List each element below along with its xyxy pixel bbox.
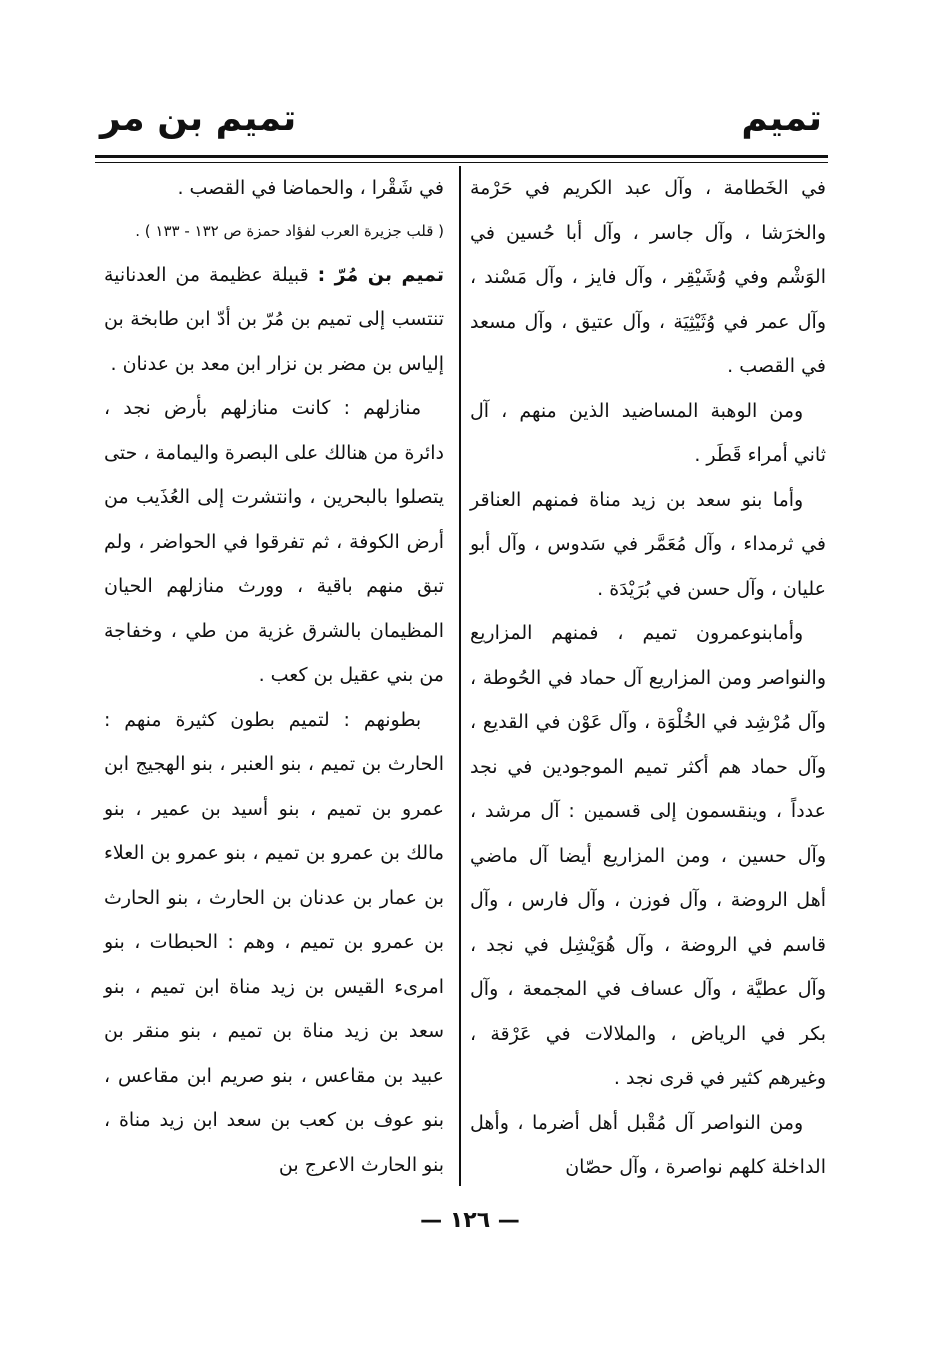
left-running-headword: تميم بن مر [100,98,297,139]
header-rule-thick [95,155,828,158]
entry-text: قبيلة عظيمة من العدنانية تنتسب إلى تميم بن مُرّ بن أدّ ابن طابخة بن إلياس بن مضر بن نزار ابن معد بن عدنان . [104,263,444,375]
right-paragraph-4: وأمابنوعمرون تميم ، فمنهم المزاريع والنواصر ومن المزاريع آل حماد في الحُوطة ، وآل مُرْشِد في الخُلْوَة ، وآل عَوْن في القديع ، وآل حماد هم أكثر تميم الموجودين في نجد عدداً ، وينقسمون إلى قسمين : آل مرشد ، وآل حسين ، ومن المزاريع أيضا آل ماضي أهل الروضة ، وآل فوزن ، وآل فارس ، وآل قاسم في الروضة ، وآل هُوَيْشِل في نجد ، وآل عطيَّة ، وآل عساف في المجمعة ، وآل بكر في الرياض ، والملالات في عَرْقة ، وغيرهم كثير في قرى نجد . [470,622,826,1089]
right-running-headword: تميم [741,98,822,139]
entry-title: تميم بن مُرّ : [317,263,444,286]
dwellings-label: منازلهم : [343,397,422,419]
left-column [104,166,444,1187]
source-citation: ( قلب جزيرة العرب لفؤاد حمزة ص ١٣٢ - ١٣٣ ) . [135,221,444,240]
clans-paragraph [104,698,444,1188]
right-paragraph-2: ومن الوهبة المساضيد الذين منهم ، آل ثاني أمراء قَطَر . [470,399,826,466]
clans-text: لتميم بطون كثيرة منهم : الحارث بن تميم ، بنو العنبر ، بنو الهجيج ابن عمرو بن تميم ، بنو أسيد بن عمير ، بنو مالك بن عمرو بن تميم ، بنو عمرو بن العلاء بن عمار بن عدنان بن الحارث ، بنو الحارث بن عمرو بن تميم ، وهم : الحبطات ، بنو امرىء القيس بن زيد مناة ابن تميم ، بنو سعد بن زيد مناة بن تميم ، بنو منقر بن عبيد بن مقاعس ، بنو صريم ابن مقاعس ، بنو عوف بن كعب بن سعد ابن زيد مناة ، بنو الحارث الاعرج بن [104,708,444,1176]
header-rule-thin [95,162,828,163]
right-column [470,166,826,1190]
page-number: — ١٢٦ — [420,1208,520,1233]
clans-label: بطونهم : [343,708,422,731]
left-paragraph-1: في شَقْرا ، والحماضا في القصب . [177,177,444,199]
dwellings-text: كانت منازلهم بأرض نجد ، دائرة من هنالك على البصرة واليمامة ، حتى يتصلوا بالبحرين ، وانتشرت إلى العُذَيب من أرض الكوفة ، ثم تفرقوا في الحواضر ، ولم تبق منهم باقية ، وورث منازلهم الحيان المظيمان بالشرق غزية من طي ، وخفاجة من بني عقيل بن كعب . [104,397,444,686]
right-paragraph-1: في الخَطامة ، وآل عبد الكريم في حَرْمة والخرَشا ، وآل جاسر ، وآل أبا حُسين في الوَشْم وفي وُشَيْقِر ، وآل فايز ، وآل مَسْند ، وآل عمر في وُثَيْثِيَة ، وآل عتيق ، وآل مسعد في القصب . [470,177,826,377]
right-paragraph-3: وأما بنو سعد بن زيد مناة فمنهم العناقر في ثرمداء ، وآل مُعَمَّر في سَدوس ، وآل أبو عليان ، وآل حسن في بُرَيْدَة . [470,488,826,600]
entry-paragraph [104,253,444,387]
dwellings-paragraph [104,386,444,698]
column-divider [459,166,461,1186]
right-paragraph-5: ومن النواصر آل مُقْبل أهل أضرما ، وأهل الداخلة كلهم نواصرة ، وآل حصّان [470,1111,826,1178]
